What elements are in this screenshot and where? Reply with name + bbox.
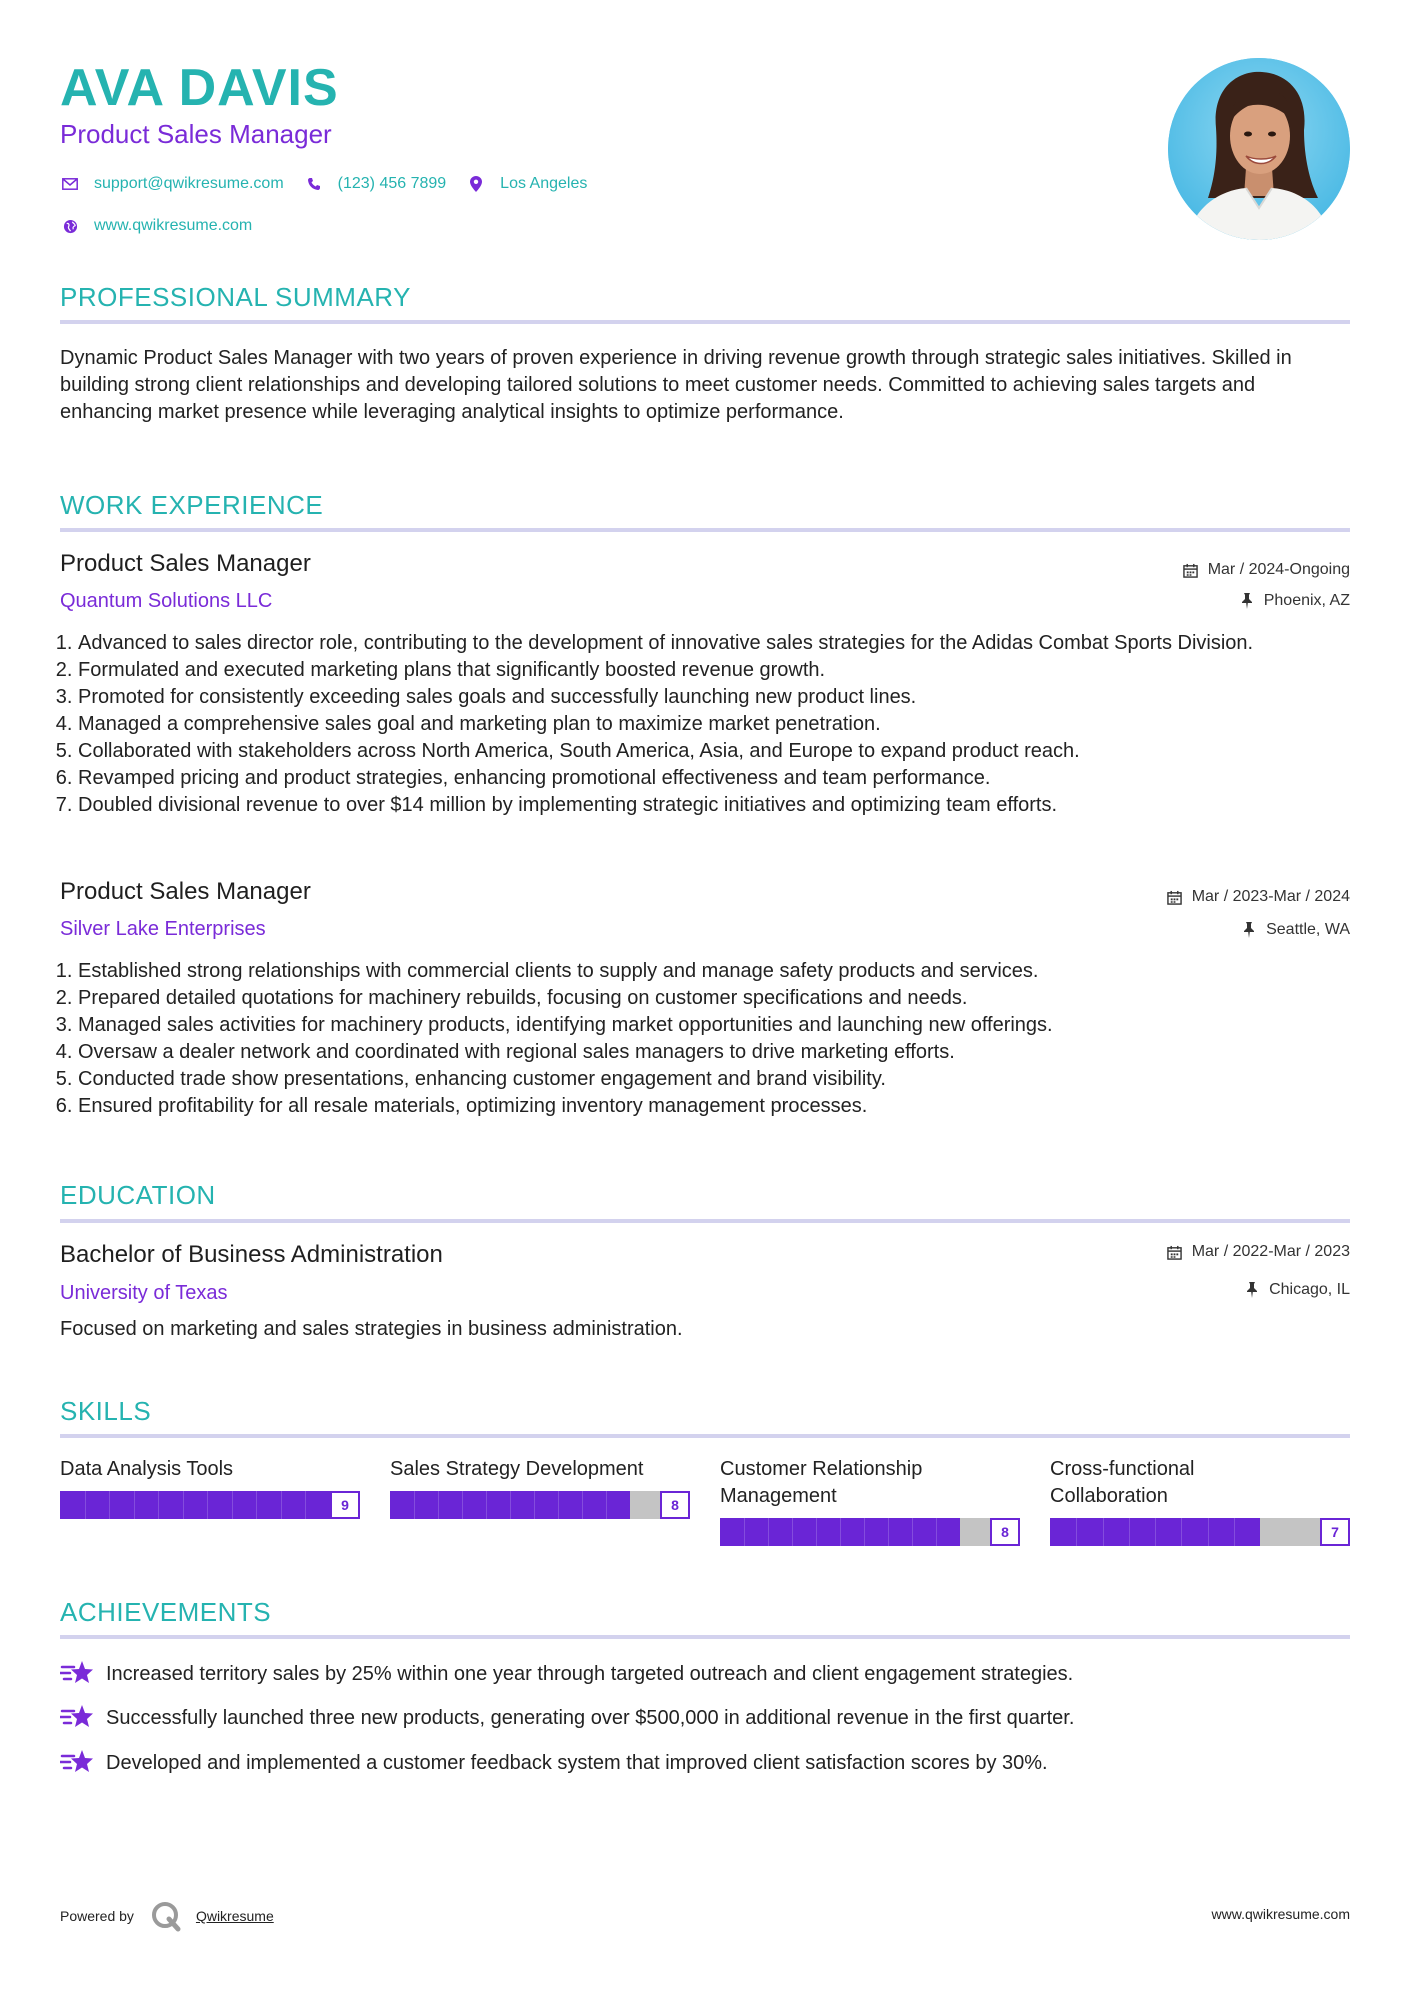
website-row [60, 215, 272, 237]
summary-heading: PROFESSIONAL SUMMARY [60, 282, 411, 312]
skill-segment [888, 1518, 889, 1546]
education-heading: EDUCATION [60, 1180, 216, 1210]
skill-segment [816, 1518, 817, 1546]
achievement-item [60, 1703, 1350, 1733]
skill-segment [486, 1491, 487, 1519]
skill-segment [462, 1491, 463, 1519]
phone-text: (123) 456 7899 [337, 175, 447, 192]
pushpin-icon [1240, 921, 1258, 939]
skill-segment [582, 1491, 583, 1519]
education-description: Focused on marketing and sales strategies in business administration. [60, 1318, 683, 1340]
skill-segment [1129, 1518, 1130, 1546]
skill-segment [256, 1491, 257, 1519]
job-company: Silver Lake Enterprises [60, 918, 266, 940]
section-divider [60, 1635, 1350, 1639]
skill-segment [109, 1491, 110, 1519]
skills-heading: SKILLS [60, 1396, 152, 1426]
skill-segment [305, 1491, 306, 1519]
skill-segment [1208, 1518, 1209, 1546]
candidate-name: AVA DAVIS [60, 59, 339, 117]
skill-segment [1076, 1518, 1077, 1546]
job-location-text: Phoenix, AZ [1263, 592, 1350, 609]
section-divider [60, 320, 1350, 324]
degree-title: Bachelor of Business Administration [60, 1241, 443, 1268]
skill-segment [414, 1491, 415, 1519]
list-item: 5. Conducted trade show presentations, enhancing customer engagement and brand visibility. [78, 1066, 1368, 1093]
skill-segment [183, 1491, 184, 1519]
skill-item [1050, 1456, 1350, 1546]
skill-item [60, 1456, 360, 1519]
skill-bar [1050, 1518, 1350, 1546]
skill-name: Cross-functional Collaboration [1050, 1458, 1195, 1507]
skill-segment [85, 1491, 86, 1519]
section-divider [60, 528, 1350, 532]
calendar-icon [1166, 888, 1184, 906]
education-dates [1166, 1241, 1350, 1263]
education-location [1243, 1279, 1350, 1301]
skill-segment [1181, 1518, 1182, 1546]
achievement-text: Increased territory sales by 25% within one year through targeted outreach and client engagement strategies. [106, 1662, 1074, 1685]
achievement-text: Successfully launched three new products, generating over $500,000 in additional revenue in the first quarter. [106, 1706, 1075, 1729]
powered-by-label: Powered by [60, 1908, 134, 1924]
footer-powered-by [60, 1900, 274, 1932]
website-link[interactable]: www.qwikresume.com [94, 217, 253, 234]
calendar-icon [1182, 561, 1200, 579]
job-location-text: Seattle, WA [1266, 921, 1350, 938]
experience-heading: WORK EXPERIENCE [60, 490, 324, 520]
email-link[interactable]: support@qwikresume.com [94, 175, 284, 192]
list-item: 1. Advanced to sales director role, contributing to the development of innovative sales strategies for the Adidas Combat Sports Division. [78, 630, 1368, 657]
achievement-item [60, 1659, 1350, 1689]
job-title: Product Sales Manager [60, 550, 311, 577]
skill-segment [438, 1491, 439, 1519]
skill-segment [558, 1491, 559, 1519]
list-item: 5. Collaborated with stakeholders across North America, South America, Asia, and Europe to expand product reach. [78, 738, 1368, 765]
pushpin-icon [1243, 1281, 1261, 1299]
skill-level: 9 [330, 1491, 360, 1519]
skill-segment [207, 1491, 208, 1519]
skill-fill [60, 1491, 330, 1519]
job-bullets [60, 958, 1368, 1120]
skill-segment [158, 1491, 159, 1519]
school-name: University of Texas [60, 1282, 228, 1304]
skill-segment [1234, 1518, 1235, 1546]
skill-segment [840, 1518, 841, 1546]
job-dates-text: Mar / 2023-Mar / 2024 [1191, 888, 1350, 905]
skill-segment [510, 1491, 511, 1519]
job-bullets [60, 630, 1368, 819]
skill-segment [281, 1491, 282, 1519]
skill-segment [744, 1518, 745, 1546]
skill-segment [534, 1491, 535, 1519]
calendar-icon [1166, 1243, 1184, 1261]
list-item: 4. Oversaw a dealer network and coordinated with regional sales managers to drive marketing efforts. [78, 1039, 1368, 1066]
list-item: 1. Established strong relationships with commercial clients to supply and manage safety products and services. [78, 958, 1368, 985]
skill-level: 8 [990, 1518, 1020, 1546]
skill-segment [606, 1491, 607, 1519]
skill-level: 8 [660, 1491, 690, 1519]
job-dates [1166, 886, 1350, 908]
list-item: 2. Prepared detailed quotations for machinery rebuilds, focusing on customer specifications and needs. [78, 985, 1368, 1012]
location-text: Los Angeles [500, 175, 588, 192]
skill-name: Sales Strategy Development [390, 1458, 644, 1480]
shooting-star-icon [60, 1748, 94, 1778]
skill-segment [864, 1518, 865, 1546]
summary-text: Dynamic Product Sales Manager with two years of proven experience in driving revenue growth through strategic sales initiatives. Skilled in building strong client relationships and developing tailored solutions to meet customer needs. Committed to achieving sales targets and enhancing market presence while leveraging analytical insights to optimize performance. [60, 347, 1292, 423]
location-pin-icon [466, 174, 486, 194]
skill-bar [720, 1518, 1020, 1546]
skill-item [390, 1456, 690, 1519]
achievements-heading: ACHIEVEMENTS [60, 1597, 272, 1627]
achievement-text: Developed and implemented a customer feedback system that improved client satisfaction scores by 30%. [106, 1751, 1048, 1774]
globe-icon [60, 216, 80, 236]
job-dates-text: Mar / 2024-Ongoing [1207, 561, 1350, 578]
skill-segment [134, 1491, 135, 1519]
job-location [1240, 919, 1350, 941]
candidate-title: Product Sales Manager [60, 119, 332, 149]
footer-website[interactable]: www.qwikresume.com [1211, 1906, 1350, 1922]
profile-photo [1168, 58, 1350, 240]
education-dates-text: Mar / 2022-Mar / 2023 [1191, 1243, 1350, 1260]
skill-bar [390, 1491, 690, 1519]
skill-item [720, 1456, 1020, 1546]
brand-link[interactable]: Qwikresume [195, 1908, 274, 1924]
job-company: Quantum Solutions LLC [60, 590, 273, 612]
education-location-text: Chicago, IL [1269, 1281, 1350, 1298]
list-item: 4. Managed a comprehensive sales goal and marketing plan to maximize market penetration. [78, 711, 1368, 738]
list-item: 6. Ensured profitability for all resale materials, optimizing inventory management processes. [78, 1093, 1368, 1120]
resume-page [60, 0, 1350, 1990]
shooting-star-icon [60, 1703, 94, 1733]
list-item: 3. Managed sales activities for machinery products, identifying market opportunities and launching new offerings. [78, 1012, 1368, 1039]
skill-level: 7 [1320, 1518, 1350, 1546]
job-location [1238, 590, 1350, 612]
email-icon [60, 174, 80, 194]
contact-row [60, 173, 607, 195]
list-item: 3. Promoted for consistently exceeding sales goals and successfully launching new product lines. [78, 684, 1368, 711]
phone-icon [304, 174, 324, 194]
skill-segment [1155, 1518, 1156, 1546]
skill-segment [768, 1518, 769, 1546]
list-item: 7. Doubled divisional revenue to over $14 million by implementing strategic initiatives and optimizing team efforts. [78, 792, 1368, 819]
skill-name: Customer Relationship Management [720, 1458, 923, 1507]
skill-segment [1103, 1518, 1104, 1546]
qwikresume-logo-icon [150, 1900, 182, 1932]
section-divider [60, 1219, 1350, 1223]
list-item: 6. Revamped pricing and product strategies, enhancing promotional effectiveness and team performance. [78, 765, 1368, 792]
section-divider [60, 1434, 1350, 1438]
pushpin-icon [1238, 592, 1256, 610]
skill-name: Data Analysis Tools [60, 1458, 234, 1480]
job-title: Product Sales Manager [60, 878, 311, 905]
list-item: 2. Formulated and executed marketing plans that significantly boosted revenue growth. [78, 657, 1368, 684]
skill-segment [232, 1491, 233, 1519]
shooting-star-icon [60, 1659, 94, 1689]
skill-segment [936, 1518, 937, 1546]
achievement-item [60, 1748, 1350, 1778]
skill-bar [60, 1491, 360, 1519]
skill-segment [792, 1518, 793, 1546]
job-dates [1182, 559, 1350, 581]
skill-segment [912, 1518, 913, 1546]
